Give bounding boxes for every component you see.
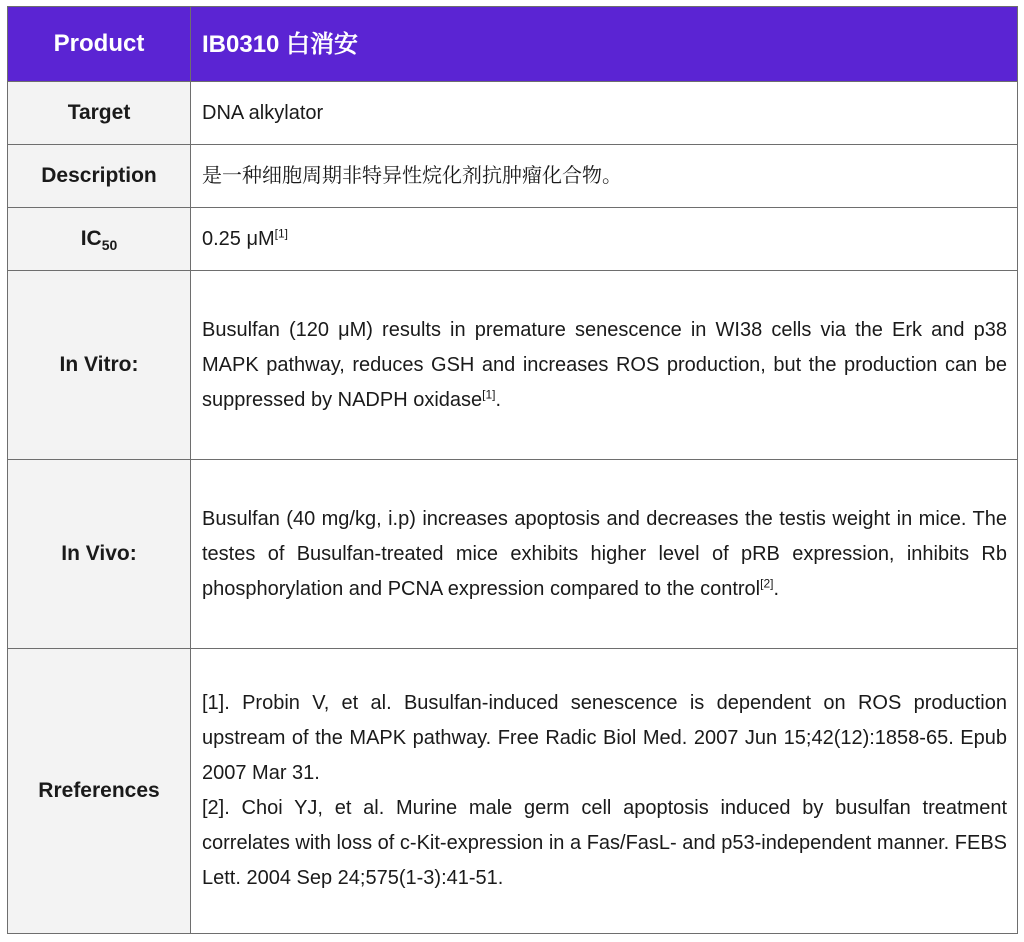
in-vivo-text-cell [191, 460, 1018, 649]
description-label: Description [8, 145, 191, 208]
in-vitro-text: Busulfan (120 μM) results in premature senescence in WI38 cells via the Erk and p38 MAPK pathway, reduces GSH and increases ROS production, but the production can be suppressed by NADPH oxidase [202, 318, 1007, 411]
target-row [8, 82, 1018, 145]
references-list [191, 649, 1018, 934]
references-row [8, 649, 1018, 934]
in-vitro-period: . [495, 388, 502, 411]
in-vitro-row [8, 271, 1018, 460]
ic50-label-subscript: 50 [101, 237, 118, 254]
ic50-value: 0.25 μM [202, 227, 275, 250]
ic50-value-cell [191, 208, 1018, 271]
target-value: DNA alkylator [191, 82, 1018, 145]
ic50-row [8, 208, 1018, 271]
product-header-row [8, 7, 1018, 82]
in-vivo-row [8, 460, 1018, 649]
product-value: IB0310 白消安 [191, 7, 1018, 82]
ic50-label-main: IC [80, 227, 102, 250]
in-vivo-period: . [773, 577, 780, 600]
description-row [8, 145, 1018, 208]
in-vitro-citation: [1] [482, 386, 496, 401]
in-vivo-text: Busulfan (40 mg/kg, i.p) increases apoptosis and decreases the testis weight in mice. The testes of Busulfan-treated mice exhibits higher level of pRB expression, inhibits Rb phosphorylation and PCNA expression compared to the control [202, 507, 1007, 600]
ic50-citation: [1] [274, 225, 289, 240]
description-value: 是一种细胞周期非特异性烷化剂抗肿瘤化合物。 [191, 145, 1018, 208]
product-label: Product [8, 7, 191, 82]
in-vivo-citation: [2] [760, 575, 774, 590]
in-vitro-label: In Vitro: [8, 271, 191, 460]
ic50-label [8, 208, 191, 271]
reference-item-1: [1]. Probin V, et al. Busulfan-induced senescence is dependent on ROS production upstream of the MAPK pathway. Free Radic Biol Med. 2007 Jun 15;42(12):1858-65. Epub 2007 Mar 31. [202, 692, 1007, 784]
reference-item-2: [2]. Choi YJ, et al. Murine male germ cell apoptosis induced by busulfan treatment correlates with loss of c-Kit-expression in a Fas/FasL- and p53-independent manner. FEBS Lett. 2004 Sep 24;575(1-3):41-51. [202, 797, 1007, 889]
references-label: Rreferences [8, 649, 191, 934]
product-info-table [7, 6, 1018, 934]
in-vitro-text-cell [191, 271, 1018, 460]
in-vivo-label: In Vivo: [8, 460, 191, 649]
target-label: Target [8, 82, 191, 145]
